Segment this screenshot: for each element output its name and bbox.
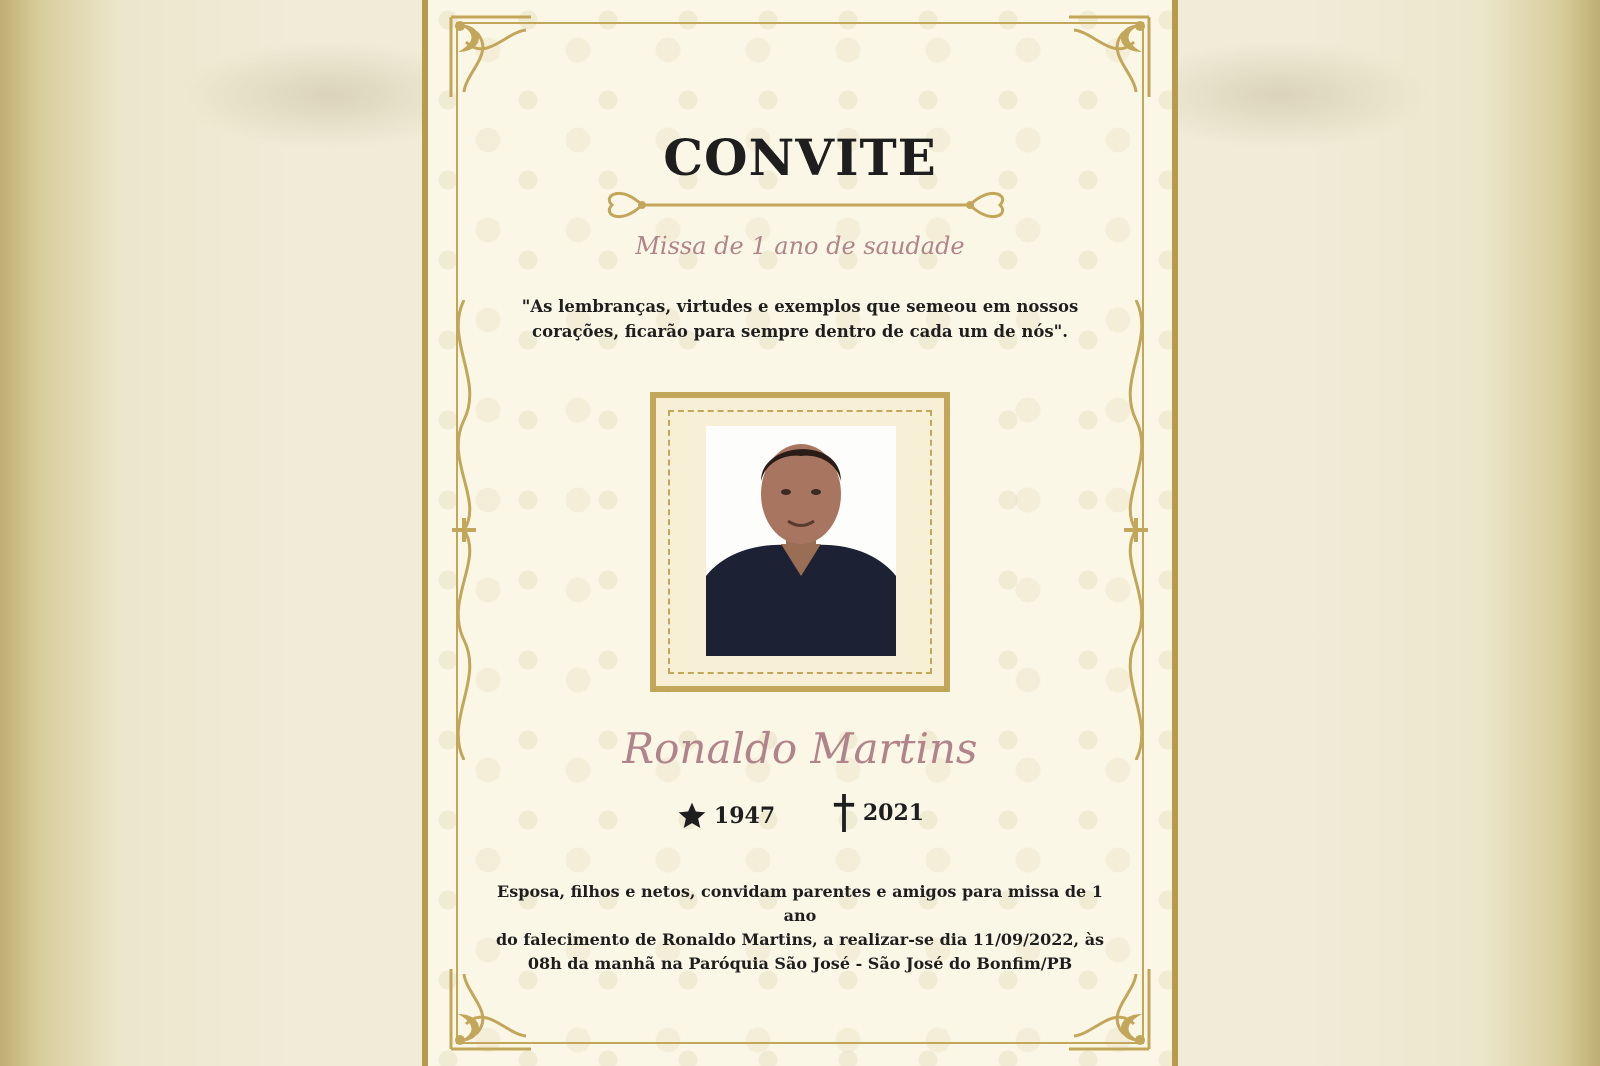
- corner-ornament-icon: [1064, 12, 1154, 102]
- corner-ornament-icon: [446, 964, 536, 1054]
- birth-year: 1947: [713, 803, 776, 829]
- message-line: 08h da manhã na Paróquia São José - São José do Bonfim/PB: [527, 954, 1073, 973]
- invitation-card: [422, 0, 1178, 1066]
- portrait-illustration: [706, 426, 896, 656]
- star-icon: [676, 800, 708, 832]
- life-dates: [428, 794, 1172, 838]
- quote-line: "As lembranças, virtudes e exemplos que semeou em nossos: [521, 297, 1079, 316]
- side-scroll-ornament-icon: [444, 300, 484, 760]
- deceased-name: Ronaldo Martins: [622, 724, 978, 773]
- death-year: 2021: [862, 800, 925, 826]
- cross-icon: [831, 794, 857, 832]
- flourish-divider-icon: [592, 180, 1020, 230]
- message-line: Esposa, filhos e netos, convidam parentes e amigos para missa de 1 ano: [497, 882, 1103, 925]
- side-scroll-ornament-icon: [1116, 300, 1156, 760]
- corner-ornament-icon: [1064, 964, 1154, 1054]
- portrait-photo: [706, 426, 896, 656]
- invitation-title: CONVITE: [663, 128, 937, 187]
- invitation-message: [488, 880, 1112, 976]
- subtitle: Missa de 1 ano de saudade: [635, 232, 965, 260]
- quote-line: corações, ficarão para sempre dentro de cada um de nós".: [532, 322, 1068, 341]
- ornate-photo-frame: [650, 392, 950, 692]
- birth-date: [676, 800, 775, 832]
- message-line: do falecimento de Ronaldo Martins, a realizar-se dia 11/09/2022, às: [495, 930, 1105, 949]
- corner-ornament-icon: [446, 12, 536, 102]
- death-date: [831, 794, 924, 832]
- memorial-quote: [508, 294, 1092, 344]
